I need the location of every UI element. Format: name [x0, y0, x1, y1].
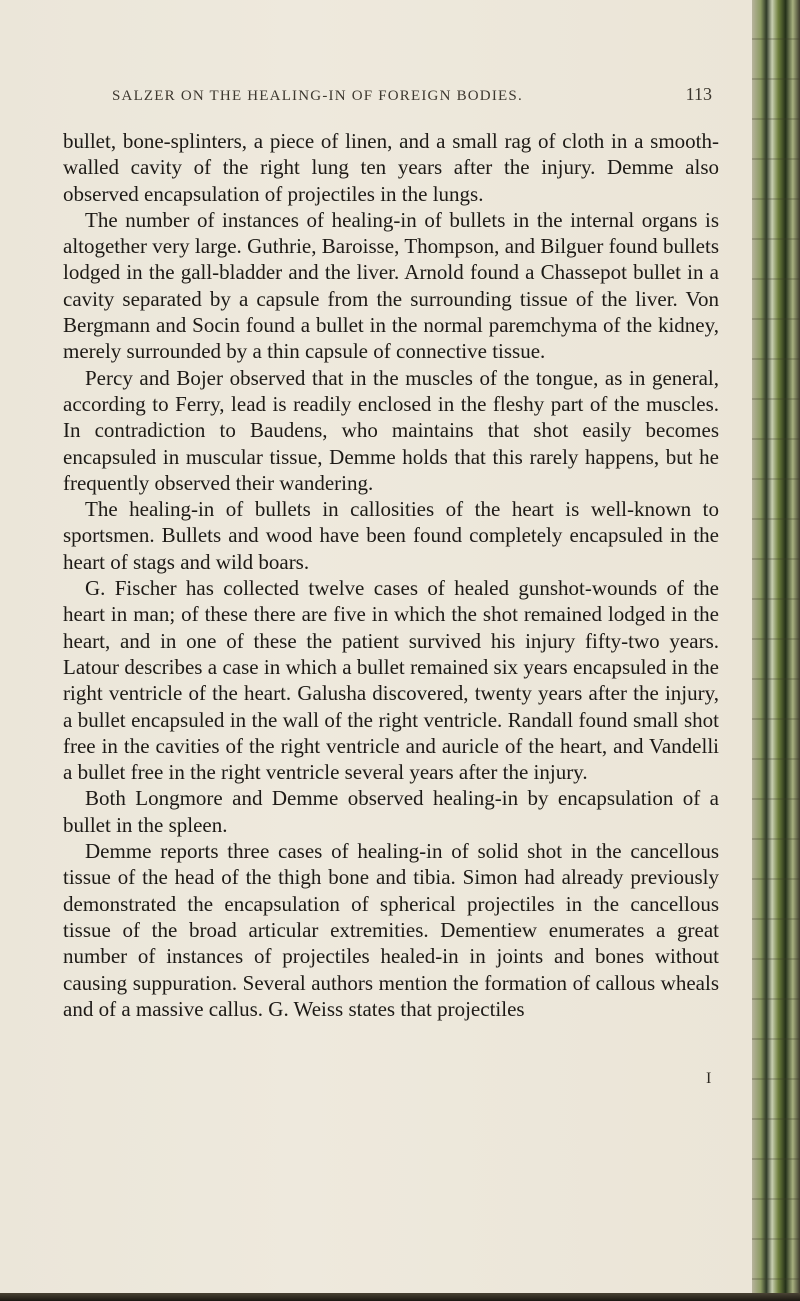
page-number: 113 [685, 84, 712, 104]
page-edge-binding [752, 0, 800, 1301]
paragraph: The healing-in of bullets in callosities of the heart is well-known to sportsmen. Bullets and wood have been found completely encapsuled in the heart of stags and wild boars. [63, 497, 719, 574]
paragraph: G. Fischer has collected twelve cases of healed gunshot-wounds of the heart in man; of these there are five in which the shot remained lodged in the heart, and in one of these the patient survived his injury fifty-two years. Latour describes a case in which a bullet remained six years encapsuled in the right ventricle of the heart. Galusha discovered, twenty years after the injury, a bullet encapsuled in the wall of the right ventricle. Randall found small shot free in the cavities of the right ventricle and auricle of the heart, and Vandelli a bullet free in the right ventricle several years after the injury. [63, 576, 719, 785]
paragraph: Percy and Bojer observed that in the muscles of the tongue, as in general, according to Ferry, lead is readily enclosed in the fleshy part of the muscles. In contradiction to Baudens, who maintains that shot easily becomes encapsuled in muscular tissue, Demme holds that this rarely happens, but he frequently observed their wandering. [63, 365, 719, 495]
paragraph: Demme reports three cases of healing-in of solid shot in the cancellous tissue of the head of the thigh bone and tibia. Simon had already previously demonstrated the encapsulation of spherical projectiles in the cancellous tissue of the broad articular extremities. Dementiew enumerates a great number of instances of projectiles healed-in in joints and bones without causing suppuration. Several authors mention the formation of callous wheals and of a massive callus. G. Weiss states that projectiles [63, 839, 719, 1021]
bottom-edge [0, 1293, 800, 1301]
paragraph: The number of instances of healing-in of bullets in the internal organs is altogether very large. Guthrie, Baroisse, Thompson, and Bilguer found bullets lodged in the gall-bladder and the liver. Arnold found a Chassepot bullet in a cavity separated by a capsule from the surrounding tissue of the liver. Von Bergmann and Socin found a bullet in the normal paremchyma of the kidney, merely surrounded by a thin capsule of connective tissue. [63, 207, 719, 364]
signature-mark: I [706, 1070, 712, 1087]
paragraph: bullet, bone-splinters, a piece of linen, and a small rag of cloth in a smooth-walled cavity of the right lung ten years after the injury. Demme also observed encapsulation of projectiles in the lungs. [63, 129, 719, 206]
paragraph: Both Longmore and Demme observed healing-in by encapsulation of a bullet in the spleen. [63, 786, 719, 837]
body-text [63, 128, 719, 1022]
running-title: SALZER ON THE HEALING-IN OF FOREIGN BODIES. [112, 88, 523, 104]
